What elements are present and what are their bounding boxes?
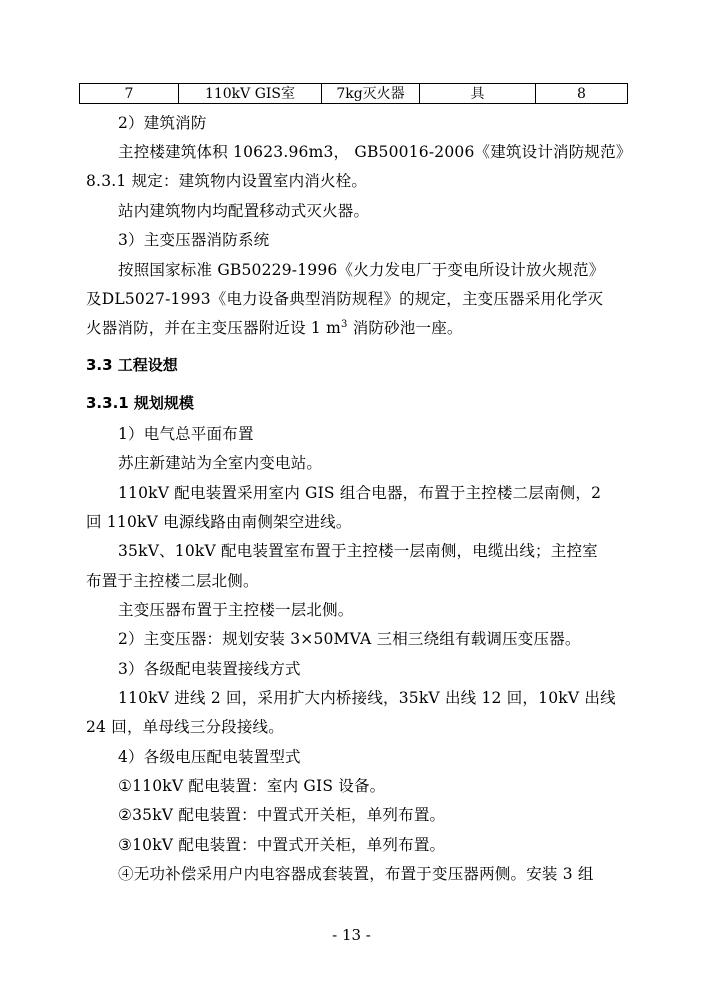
paragraph-line: 24 回，单母线三分段接线。	[86, 718, 284, 736]
table-cell-unit: 具	[420, 84, 536, 104]
table-row	[80, 84, 628, 104]
section-heading: 4）各级电压配电装置型式	[118, 748, 301, 766]
paragraph-line	[86, 318, 626, 338]
table-cell-location: 110kV GIS室	[179, 84, 322, 104]
table-cell-index: 7	[80, 84, 179, 104]
paragraph-line: 110kV 配电装置采用室内 GIS 组合电器，布置于主控楼二层南侧，2	[118, 484, 602, 502]
list-item: ④无功补偿采用户内电容器成套装置，布置于变压器两侧。安装 3 组	[118, 865, 594, 883]
heading-3-3-1: 3.3.1 规划规模	[86, 394, 194, 412]
text-fragment: 消防砂池一座。	[347, 319, 463, 337]
paragraph-line: 布置于主控楼二层北侧。	[86, 572, 259, 590]
paragraph-line: 及DL5027-1993《电力设备典型消防规程》的规定，主变压器采用化学灭	[86, 290, 604, 308]
paragraph-line: 8.3.1 规定：建筑物内设置室内消火栓。	[86, 172, 368, 190]
section-heading: 3）主变压器消防系统	[118, 231, 270, 249]
paragraph-line: 110kV 进线 2 回，采用扩大内桥接线，35kV 出线 12 回，10kV 出线	[118, 689, 616, 707]
superscript: 3	[341, 319, 348, 330]
paragraph-line: 35kV、10kV 配电装置室布置于主控楼一层南侧，电缆出线；主控室	[118, 542, 598, 560]
paragraph-line: 主变压器布置于主控楼一层北侧。	[118, 601, 354, 619]
paragraph-line: 苏庄新建站为全室内变电站。	[118, 454, 323, 472]
section-heading: 3）各级配电装置接线方式	[118, 660, 301, 678]
section-heading: 2）建筑消防	[118, 114, 207, 132]
page-number: - 13 -	[332, 926, 371, 944]
table-cell-quantity: 8	[536, 84, 628, 104]
paragraph-line: 站内建筑物内均配置移动式灭火器。	[118, 202, 370, 220]
paragraph-line: 主控楼建筑体积 10623.96m3， GB50016-2006《建筑设计消防规范》	[118, 143, 632, 161]
section-heading: 1）电气总平面布置	[118, 425, 254, 443]
text-fragment: 火器消防，并在主变压器附近设 1 m	[86, 319, 342, 337]
equipment-table	[79, 83, 628, 104]
list-item: ②35kV 配电装置：中置式开关柜，单列布置。	[118, 806, 446, 824]
heading-3-3: 3.3 工程设想	[86, 356, 178, 374]
table-cell-equipment: 7kg灭火器	[322, 84, 420, 104]
paragraph-line: 回 110kV 电源线路由南侧架空进线。	[86, 513, 352, 531]
paragraph-line: 按照国家标准 GB50229-1996《火力发电厂于变电所设计放火规范》	[118, 261, 605, 279]
list-item: ③10kV 配电装置：中置式开关柜，单列布置。	[118, 836, 446, 854]
section-heading: 2）主变压器：规划安装 3×50MVA 三相三绕组有载调压变压器。	[118, 630, 581, 648]
list-item: ①110kV 配电装置：室内 GIS 设备。	[118, 777, 386, 795]
